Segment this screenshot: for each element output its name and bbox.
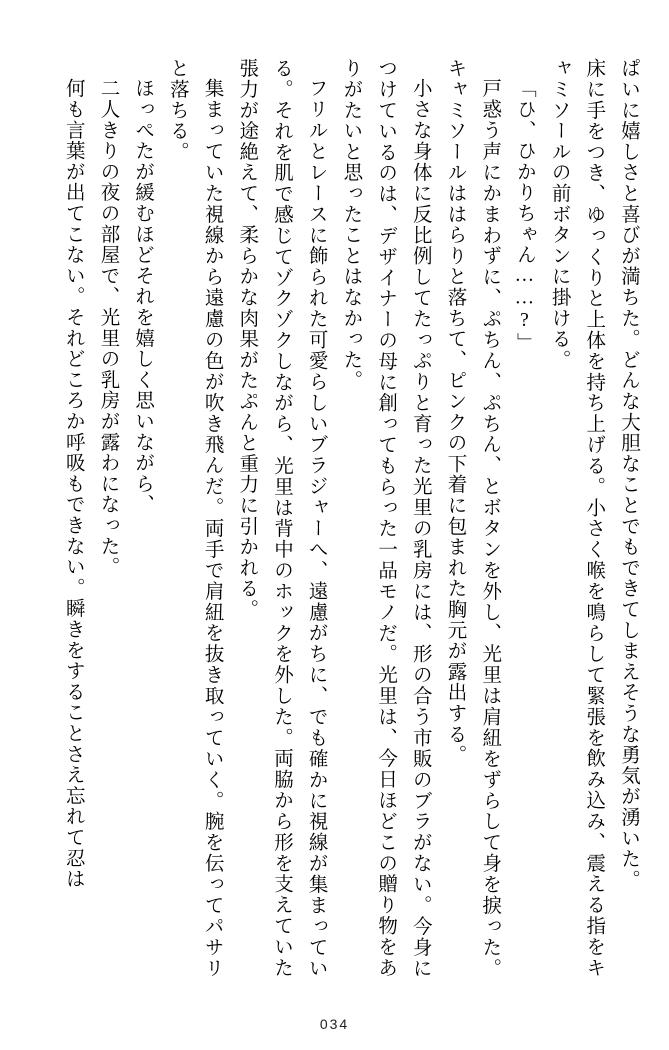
paragraph: 小さな身体に反比例してたっぷりと育った光里の乳房には、形の合う市販のブラがない。今身につけているのは、デザイナーの母に創ってもらった一品モノだ。光里は、今日ほどこの贈り物をありがたいと思ったことはなかった。 (340, 58, 431, 978)
paragraph: 「ひ、ひかりちゃん……?」 (513, 77, 535, 353)
page-body-text (22, 58, 645, 978)
paragraph: 何も言葉が出てこない。それどころか呼吸もできない。瞬きをすることさえ忘れて忍は (62, 77, 84, 889)
paragraph: フリルとレースに飾られた可愛らしいブラジャーへ、遠慮がちに、でも確かに視線が集まっている。それを肌で感じてゾクゾクしながら、光里は背中のホックを外した。両脇から形を支えていた張力が途絶えて、柔らかな肉果がたぷんと重力に引かれる。 (236, 58, 327, 978)
page-number: 034 (319, 1016, 350, 1032)
paragraph: 集まっていた視線から遠慮の色が吹き飛んだ。両手で肩紐を抜き取っていく。腕を伝ってパサリと落ちる。 (166, 58, 223, 978)
paragraph: ぱいに嬉しさと喜びが満ちた。どんな大胆なことでもできてしまえそうな勇気が湧いた。 (618, 58, 639, 890)
paragraph: ほっぺたが緩むほどそれを嬉しく思いながら、 (132, 77, 154, 515)
paragraph: 床に手をつき、ゆっくりと上体を持ち上げる。小さく喉を鳴らして緊張を飲み込み、震える指をキャミソールの前ボタンに掛ける。 (548, 58, 605, 978)
paragraph: 戸惑う声にかまわずに、ぷちん、ぷちん、とボタンを外し、光里は肩紐をずらして身を捩った。キャミソールははらりと落ちて、ピンクの下着に包まれた胸元が露出する。 (444, 58, 501, 978)
paragraph: 二人きりの夜の部屋で、光里の乳房が露わになった。 (97, 77, 119, 577)
